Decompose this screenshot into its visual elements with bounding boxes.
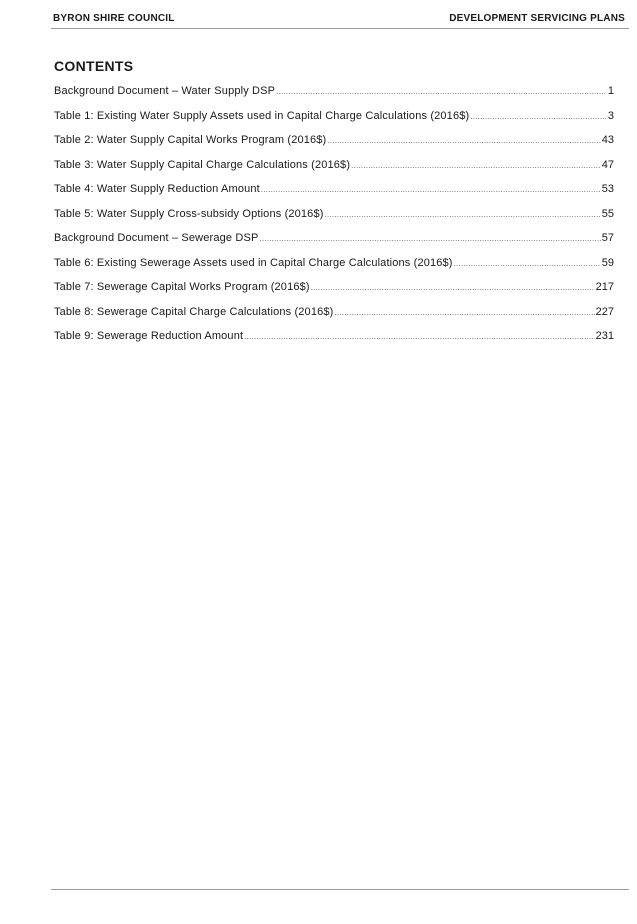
- toc-entry-label: Table 4: Water Supply Reduction Amount: [54, 183, 260, 195]
- header-document-title: DEVELOPMENT SERVICING PLANS: [449, 12, 625, 24]
- toc-entry-page: 43: [601, 134, 614, 146]
- toc-dot-leader: [334, 306, 594, 320]
- toc-entry-page: 47: [601, 158, 614, 171]
- toc-entry-label: Table 8: Sewerage Capital Charge Calculations (2016$): [54, 305, 334, 318]
- toc-entry-page: 57: [601, 232, 614, 244]
- toc-dot-leader: [311, 281, 595, 295]
- toc-dot-leader: [244, 330, 594, 344]
- toc-dot-leader: [325, 208, 601, 222]
- toc-entry-table-2[interactable]: [54, 133, 614, 158]
- toc-entry-water-supply-dsp[interactable]: [54, 84, 614, 109]
- header-divider: [51, 28, 629, 29]
- toc-entry-page: 227: [595, 305, 614, 318]
- toc-entry-label: Background Document – Water Supply DSP: [54, 85, 276, 97]
- toc-entry-label: Table 9: Sewerage Reduction Amount: [54, 330, 244, 342]
- toc-entry-label: Background Document – Sewerage DSP: [54, 232, 259, 244]
- footer-divider: [51, 889, 629, 890]
- toc-entry-table-7[interactable]: [54, 280, 614, 305]
- toc-entry-table-9[interactable]: [54, 329, 614, 354]
- toc-entry-table-8[interactable]: [54, 305, 614, 330]
- toc-entry-page: 55: [601, 207, 614, 220]
- toc-entry-table-1[interactable]: [54, 109, 614, 134]
- toc-entry-label: Table 7: Sewerage Capital Works Program (2016$): [54, 281, 310, 293]
- toc-dot-leader: [261, 183, 601, 197]
- toc-entry-label: Table 5: Water Supply Cross-subsidy Options (2016$): [54, 207, 324, 220]
- toc-entry-page: 3: [607, 109, 614, 122]
- toc-dot-leader: [276, 85, 607, 99]
- toc-dot-leader: [351, 159, 601, 173]
- toc-entry-sewerage-dsp[interactable]: [54, 231, 614, 256]
- toc-entry-label: Table 6: Existing Sewerage Assets used in Capital Charge Calculations (2016$): [54, 256, 453, 269]
- toc-entry-page: 217: [595, 281, 614, 293]
- page-header: [53, 9, 625, 27]
- toc-dot-leader: [454, 257, 601, 271]
- toc-entry-page: 1: [607, 85, 614, 97]
- toc-entry-page: 59: [601, 256, 614, 269]
- toc-entry-label: Table 1: Existing Water Supply Assets used in Capital Charge Calculations (2016$): [54, 109, 470, 122]
- toc-entry-table-6[interactable]: [54, 256, 614, 281]
- toc-entry-table-5[interactable]: [54, 207, 614, 232]
- contents-heading: CONTENTS: [54, 58, 134, 74]
- toc-dot-leader: [327, 134, 600, 148]
- toc-entry-table-3[interactable]: [54, 158, 614, 183]
- toc-entry-label: Table 3: Water Supply Capital Charge Calculations (2016$): [54, 158, 351, 171]
- toc-entry-page: 53: [601, 183, 614, 195]
- toc-entry-table-4[interactable]: [54, 182, 614, 207]
- table-of-contents: [54, 84, 614, 354]
- toc-entry-label: Table 2: Water Supply Capital Works Program (2016$): [54, 134, 327, 146]
- header-council-name: BYRON SHIRE COUNCIL: [53, 12, 175, 24]
- toc-dot-leader: [470, 110, 607, 124]
- toc-entry-page: 231: [595, 330, 614, 342]
- toc-dot-leader: [259, 232, 600, 246]
